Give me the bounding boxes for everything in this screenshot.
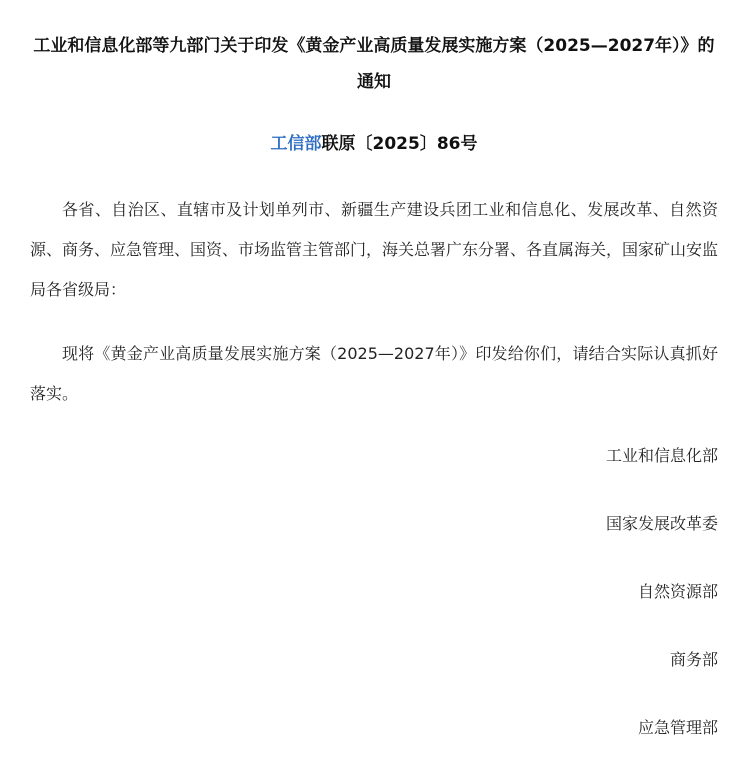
signatory-mem: 应急管理部 <box>637 718 718 737</box>
body-paragraph: 现将《黄金产业高质量发展实施方案（2025—2027年）》印发给你们，请结合实际认真抓好落实。 <box>30 344 718 403</box>
signatory-list <box>30 442 718 742</box>
document-number-text: 联原〔2025〕86号 <box>321 134 478 154</box>
signatory-miit: 工业和信息化部 <box>605 446 718 465</box>
addressee-paragraph: 各省、自治区、直辖市及计划单列市、新疆生产建设兵团工业和信息化、发展改革、自然资源、商务、应急管理、国资、市场监管主管部门，海关总署广东分署、各直属海关，国家矿山安监局各省级局： <box>30 200 719 299</box>
notice-title: 工业和信息化部等九部门关于印发《黄金产业高质量发展实施方案（2025—2027年）》的通知 <box>33 36 715 92</box>
agency-link[interactable]: 工信部 <box>270 134 322 154</box>
notice-document <box>30 0 718 782</box>
document-number <box>30 130 718 158</box>
signatory-mnr: 自然资源部 <box>637 582 718 601</box>
signatory-ndrc: 国家发展改革委 <box>605 514 718 533</box>
signatory-mofcom: 商务部 <box>669 650 718 669</box>
